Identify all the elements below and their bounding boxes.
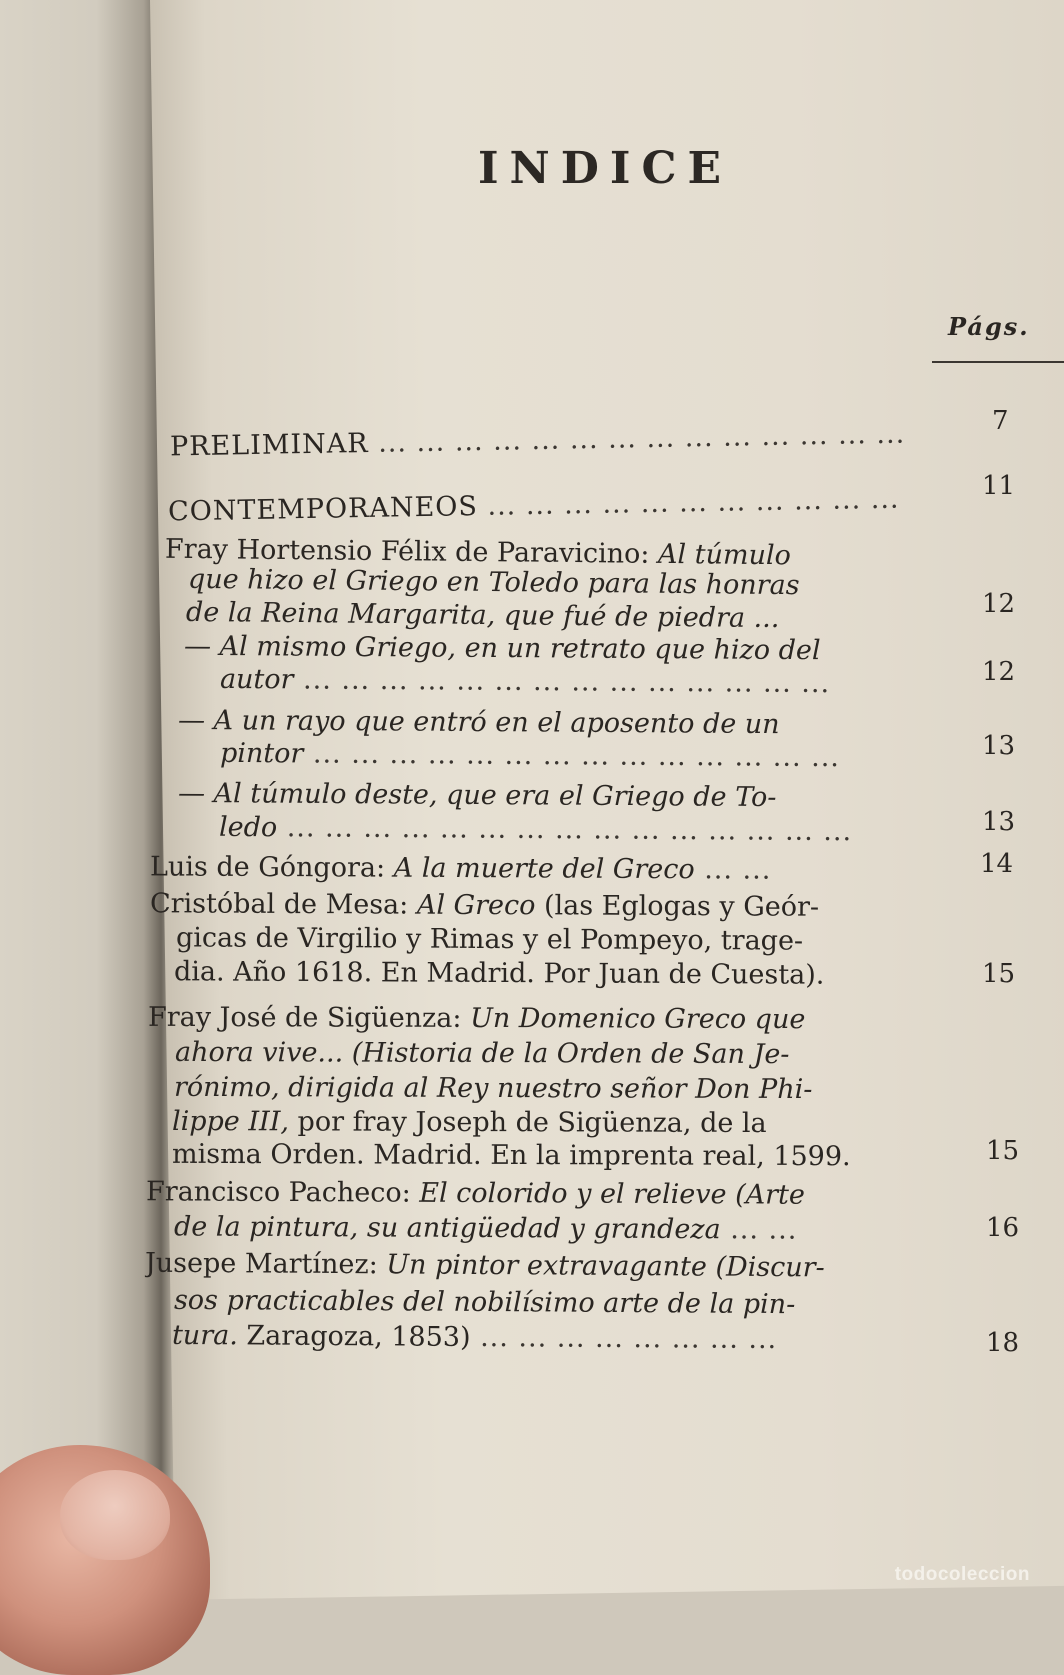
page-title: INDICE bbox=[477, 143, 733, 194]
work-title-text: de la Reina Margarita, que fué de piedra ... bbox=[185, 596, 780, 635]
work-title-text: rónimo, dirigida al Rey nuestro señor Don Phi- bbox=[173, 1071, 813, 1106]
work-title-text: que hizo el Griego en Toledo para las honras bbox=[187, 563, 800, 602]
page-number: 15 bbox=[982, 959, 1016, 989]
page-number: 12 bbox=[982, 589, 1016, 619]
leader-dots: ... ... ... ... ... ... ... ... ... ... ... bbox=[477, 483, 900, 522]
toc-text: Zaragoza, 1853) bbox=[237, 1320, 471, 1353]
toc-text: CONTEMPORANEOS bbox=[167, 490, 479, 528]
toc-line bbox=[186, 597, 780, 635]
work-title-text: ahora vive... (Historia de la Orden de San Je- bbox=[174, 1036, 790, 1071]
toc-line bbox=[178, 778, 777, 814]
toc-line bbox=[145, 1248, 825, 1285]
pages-column-label: Págs. bbox=[948, 312, 1030, 341]
toc-line bbox=[219, 812, 852, 848]
work-title-text: autor bbox=[219, 663, 294, 696]
work-title-text: A la muerte del Greco bbox=[393, 852, 695, 886]
toc-line bbox=[188, 564, 800, 602]
toc-line bbox=[170, 419, 906, 464]
toc-line bbox=[176, 922, 803, 957]
toc-text: misma Orden. Madrid. En la imprenta real, 1599. bbox=[171, 1138, 851, 1173]
work-title-text: ledo bbox=[218, 811, 278, 844]
toc-text: dia. Año 1618. En Madrid. Por Juan de Cuesta). bbox=[173, 956, 825, 991]
toc-line bbox=[146, 1176, 805, 1211]
toc-text: (las Eglogas y Geór- bbox=[535, 890, 820, 923]
toc-text: PRELIMINAR bbox=[169, 427, 369, 463]
toc-line bbox=[220, 664, 830, 700]
leader-dots: ... ... bbox=[694, 854, 772, 886]
work-title-text: — A un rayo que entró en el aposento de un bbox=[177, 704, 780, 741]
toc-text: Jusepe Martínez: bbox=[144, 1247, 387, 1281]
page-number: 7 bbox=[992, 406, 1009, 436]
watermark-text: todocoleccion bbox=[894, 1564, 1030, 1585]
work-title-text: Al Greco bbox=[416, 889, 536, 922]
toc-text: por fray Joseph de Sigüenza, de la bbox=[288, 1106, 767, 1140]
work-title-text: — Al túmulo deste, que era el Griego de To- bbox=[177, 777, 777, 814]
toc-text: Fray Hortensio Félix de Paravicino: bbox=[164, 533, 659, 570]
toc-line bbox=[150, 888, 819, 924]
leader-dots: ... ... ... ... ... ... ... ... ... ... ... ... ... ... bbox=[368, 418, 906, 459]
toc-line bbox=[172, 1139, 851, 1173]
toc-line bbox=[174, 1211, 798, 1246]
toc-line bbox=[148, 1002, 805, 1036]
toc-line bbox=[184, 631, 821, 667]
page-number: 15 bbox=[986, 1136, 1020, 1166]
toc-line bbox=[175, 1037, 790, 1071]
toc-text: Luis de Góngora: bbox=[149, 851, 394, 884]
page-number: 11 bbox=[982, 471, 1016, 501]
page-number: 12 bbox=[982, 657, 1016, 687]
thumbnail-highlight bbox=[60, 1470, 170, 1560]
toc-line bbox=[174, 956, 825, 991]
toc-line bbox=[150, 851, 772, 886]
page-number: 18 bbox=[986, 1328, 1020, 1358]
toc-text: Fray José de Sigüenza: bbox=[147, 1001, 471, 1034]
page-number: 13 bbox=[982, 731, 1016, 761]
toc-line bbox=[174, 1072, 812, 1106]
toc-text: Cristóbal de Mesa: bbox=[149, 888, 417, 921]
toc-text: gicas de Virgilio y Rimas y el Pompeyo, trage- bbox=[175, 922, 804, 957]
leader-dots: ... ... ... ... ... ... ... ... ... ... ... ... ... ... bbox=[303, 738, 841, 774]
work-title-text: El colorido y el relieve (Arte bbox=[419, 1177, 805, 1211]
leader-dots: ... ... ... ... ... ... ... ... ... ... ... ... ... ... ... bbox=[277, 812, 853, 848]
leader-dots: ... ... bbox=[720, 1214, 798, 1246]
leader-dots: ... ... ... ... ... ... ... ... bbox=[470, 1321, 778, 1356]
toc-line bbox=[172, 1320, 777, 1356]
page-number: 14 bbox=[980, 849, 1014, 879]
page-number: 13 bbox=[982, 807, 1016, 837]
work-title-text: Un pintor extravagante (Discur- bbox=[386, 1249, 825, 1284]
toc-line bbox=[178, 705, 780, 741]
work-title-text: lippe III, bbox=[171, 1105, 290, 1138]
toc-line bbox=[172, 1106, 767, 1140]
work-title-text: pintor bbox=[219, 737, 304, 770]
page-number: 16 bbox=[986, 1213, 1020, 1243]
work-title-text: de la pintura, su antigüedad y grandeza bbox=[173, 1211, 721, 1246]
work-title-text: Un Domenico Greco que bbox=[470, 1002, 806, 1036]
work-title-text: tura. bbox=[171, 1319, 238, 1352]
leader-dots: ... ... ... ... ... ... ... ... ... ... ... ... ... ... bbox=[293, 664, 831, 700]
work-title-text: — Al mismo Griego, en un retrato que hizo del bbox=[183, 630, 821, 667]
work-title-text: sos practicables del nobilísimo arte de la pin- bbox=[173, 1284, 796, 1321]
toc-line bbox=[220, 738, 840, 774]
toc-line bbox=[174, 1285, 795, 1321]
toc-line bbox=[168, 484, 900, 529]
work-title-text: Al túmulo bbox=[657, 538, 792, 572]
toc-text: Francisco Pacheco: bbox=[145, 1176, 420, 1209]
